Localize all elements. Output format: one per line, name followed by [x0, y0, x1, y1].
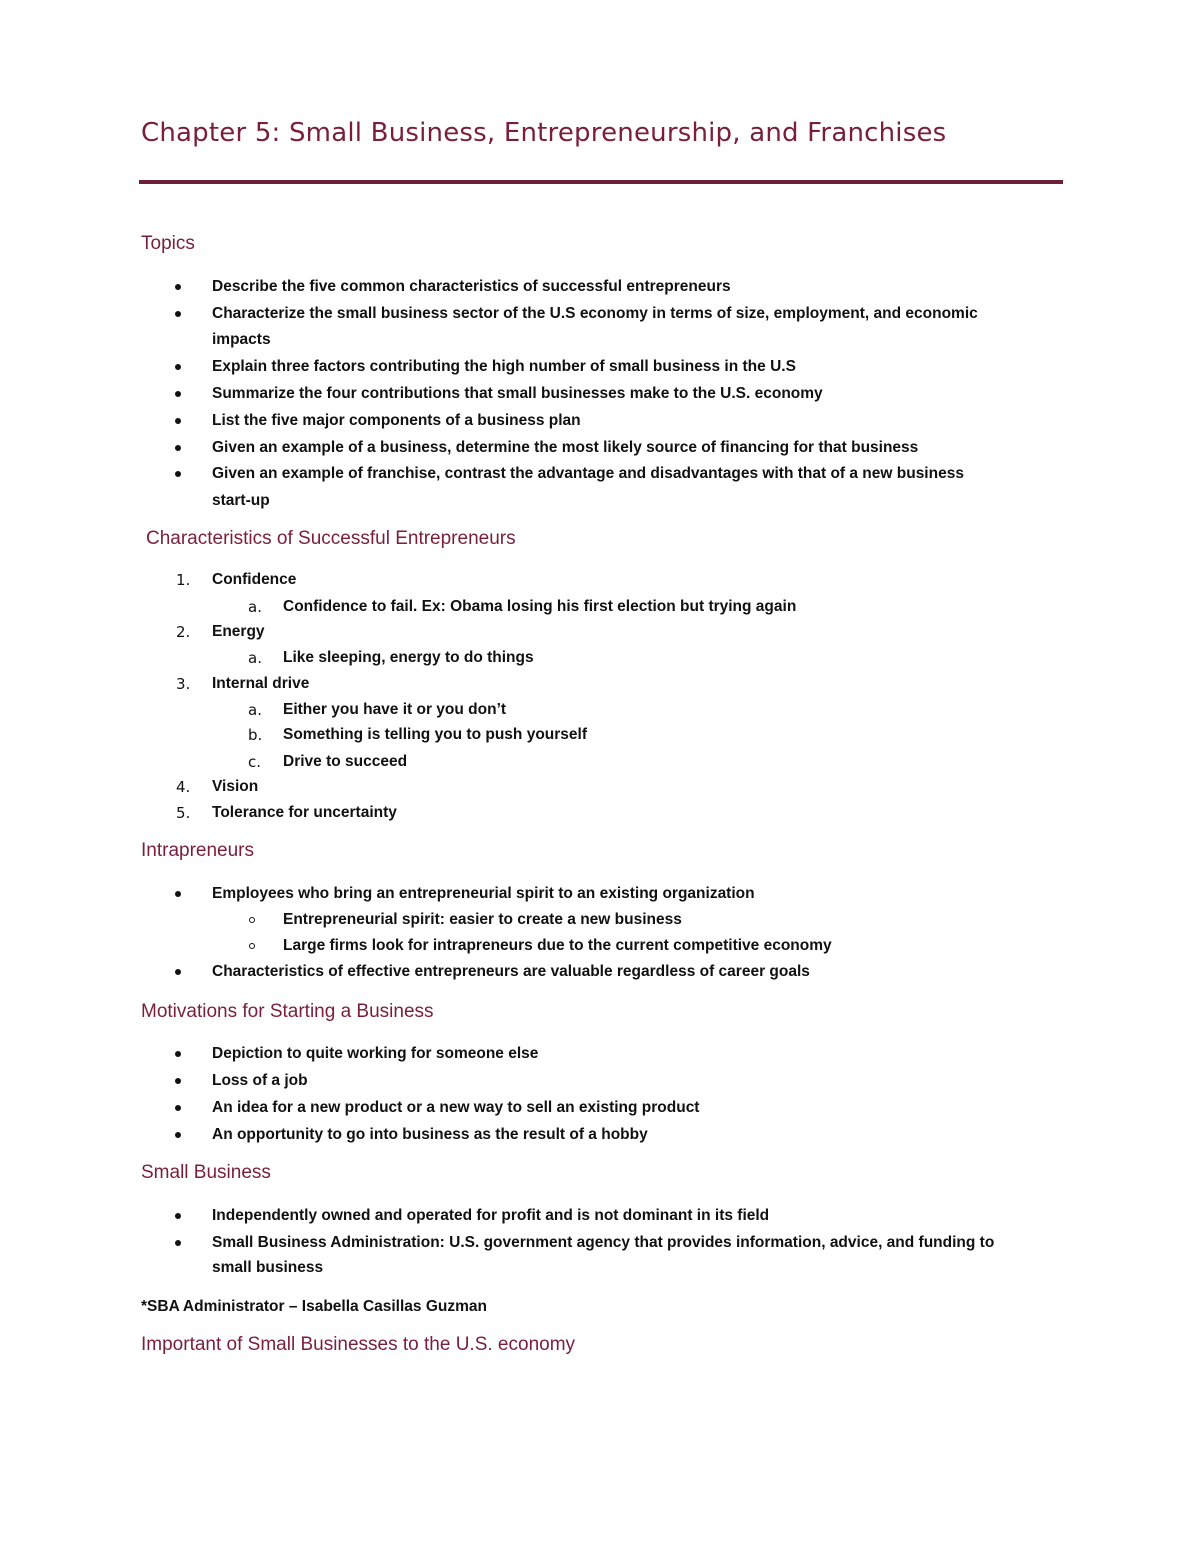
- motivation-item: An opportunity to go into business as the result of a hobby: [212, 1126, 648, 1143]
- topic-item: Explain three factors contributing the high number of small business in the U.S: [212, 358, 796, 375]
- small-business-item: Small Business Administration: U.S. government agency that provides information, advice, and funding to: [212, 1234, 995, 1251]
- characteristic-item: Vision: [212, 778, 259, 795]
- sba-administrator-note: *SBA Administrator – Isabella Casillas Guzman: [141, 1298, 487, 1315]
- list-letter: b.: [248, 726, 263, 744]
- bullet-icon: [175, 891, 181, 897]
- topic-item: Summarize the four contributions that small businesses make to the U.S. economy: [212, 385, 823, 402]
- page-title: Chapter 5: Small Business, Entrepreneurship, and Franchises: [141, 118, 947, 148]
- motivation-item: An idea for a new product or a new way to sell an existing product: [212, 1099, 700, 1116]
- motivations-heading: Motivations for Starting a Business: [141, 1001, 434, 1022]
- list-number: 1.: [176, 571, 191, 589]
- topics-heading: Topics: [141, 233, 195, 254]
- topic-item: Describe the five common characteristics of successful entrepreneurs: [212, 278, 731, 295]
- topic-item: Given an example of a business, determine the most likely source of financing for that business: [212, 439, 919, 456]
- bullet-icon: [175, 391, 181, 397]
- characteristic-subitem: Confidence to fail. Ex: Obama losing his first election but trying again: [283, 598, 797, 615]
- bullet-icon: [175, 969, 181, 975]
- list-number: 4.: [176, 778, 191, 796]
- bullet-icon: [175, 445, 181, 451]
- bullet-icon: [175, 1240, 181, 1246]
- list-number: 2.: [176, 623, 191, 641]
- characteristic-item: Internal drive: [212, 675, 310, 692]
- characteristics-heading: Characteristics of Successful Entrepreneurs: [146, 528, 516, 549]
- characteristic-subitem: Like sleeping, energy to do things: [283, 649, 534, 666]
- topic-item: Given an example of franchise, contrast the advantage and disadvantages with that of a new business: [212, 465, 964, 482]
- small-business-item: Independently owned and operated for profit and is not dominant in its field: [212, 1207, 770, 1224]
- bullet-icon: [175, 1105, 181, 1111]
- list-number: 5.: [176, 804, 191, 822]
- bullet-icon: [175, 364, 181, 370]
- bullet-icon: [175, 1132, 181, 1138]
- list-letter: a.: [248, 649, 262, 667]
- importance-heading: Important of Small Businesses to the U.S. economy: [141, 1334, 576, 1355]
- bullet-icon: [175, 418, 181, 424]
- topic-item: Characterize the small business sector of the U.S economy in terms of size, employment, and economic: [212, 305, 978, 322]
- list-letter: a.: [248, 701, 262, 719]
- topic-item-continuation: start-up: [212, 492, 270, 509]
- intrapreneur-item: Employees who bring an entrepreneurial spirit to an existing organization: [212, 885, 755, 902]
- bullet-icon: [175, 284, 181, 290]
- topic-item: List the five major components of a business plan: [212, 412, 581, 429]
- small-business-item-continuation: small business: [212, 1259, 324, 1276]
- characteristic-item: Tolerance for uncertainty: [212, 804, 397, 821]
- small-business-heading: Small Business: [141, 1162, 271, 1183]
- characteristic-subitem: Something is telling you to push yourself: [283, 726, 587, 743]
- sub-bullet-icon: [249, 917, 255, 923]
- topic-item-continuation: impacts: [212, 331, 271, 348]
- bullet-icon: [175, 1051, 181, 1057]
- characteristic-subitem: Either you have it or you don’t: [283, 701, 507, 718]
- characteristic-subitem: Drive to succeed: [283, 753, 408, 770]
- motivation-item: Depiction to quite working for someone else: [212, 1045, 539, 1062]
- intrapreneur-item: Characteristics of effective entrepreneurs are valuable regardless of career goals: [212, 963, 810, 980]
- motivation-item: Loss of a job: [212, 1072, 308, 1089]
- bullet-icon: [175, 1078, 181, 1084]
- intrapreneurs-heading: Intrapreneurs: [141, 840, 255, 861]
- bullet-icon: [175, 471, 181, 477]
- title-divider: [139, 180, 1063, 184]
- sub-bullet-icon: [249, 943, 255, 949]
- intrapreneur-subitem: Entrepreneurial spirit: easier to create a new business: [283, 911, 682, 928]
- bullet-icon: [175, 311, 181, 317]
- list-letter: c.: [248, 753, 262, 771]
- bullet-icon: [175, 1213, 181, 1219]
- intrapreneur-subitem: Large firms look for intrapreneurs due to the current competitive economy: [283, 937, 832, 954]
- characteristic-item: Confidence: [212, 571, 297, 588]
- list-letter: a.: [248, 598, 262, 616]
- characteristic-item: Energy: [212, 623, 265, 640]
- list-number: 3.: [176, 675, 191, 693]
